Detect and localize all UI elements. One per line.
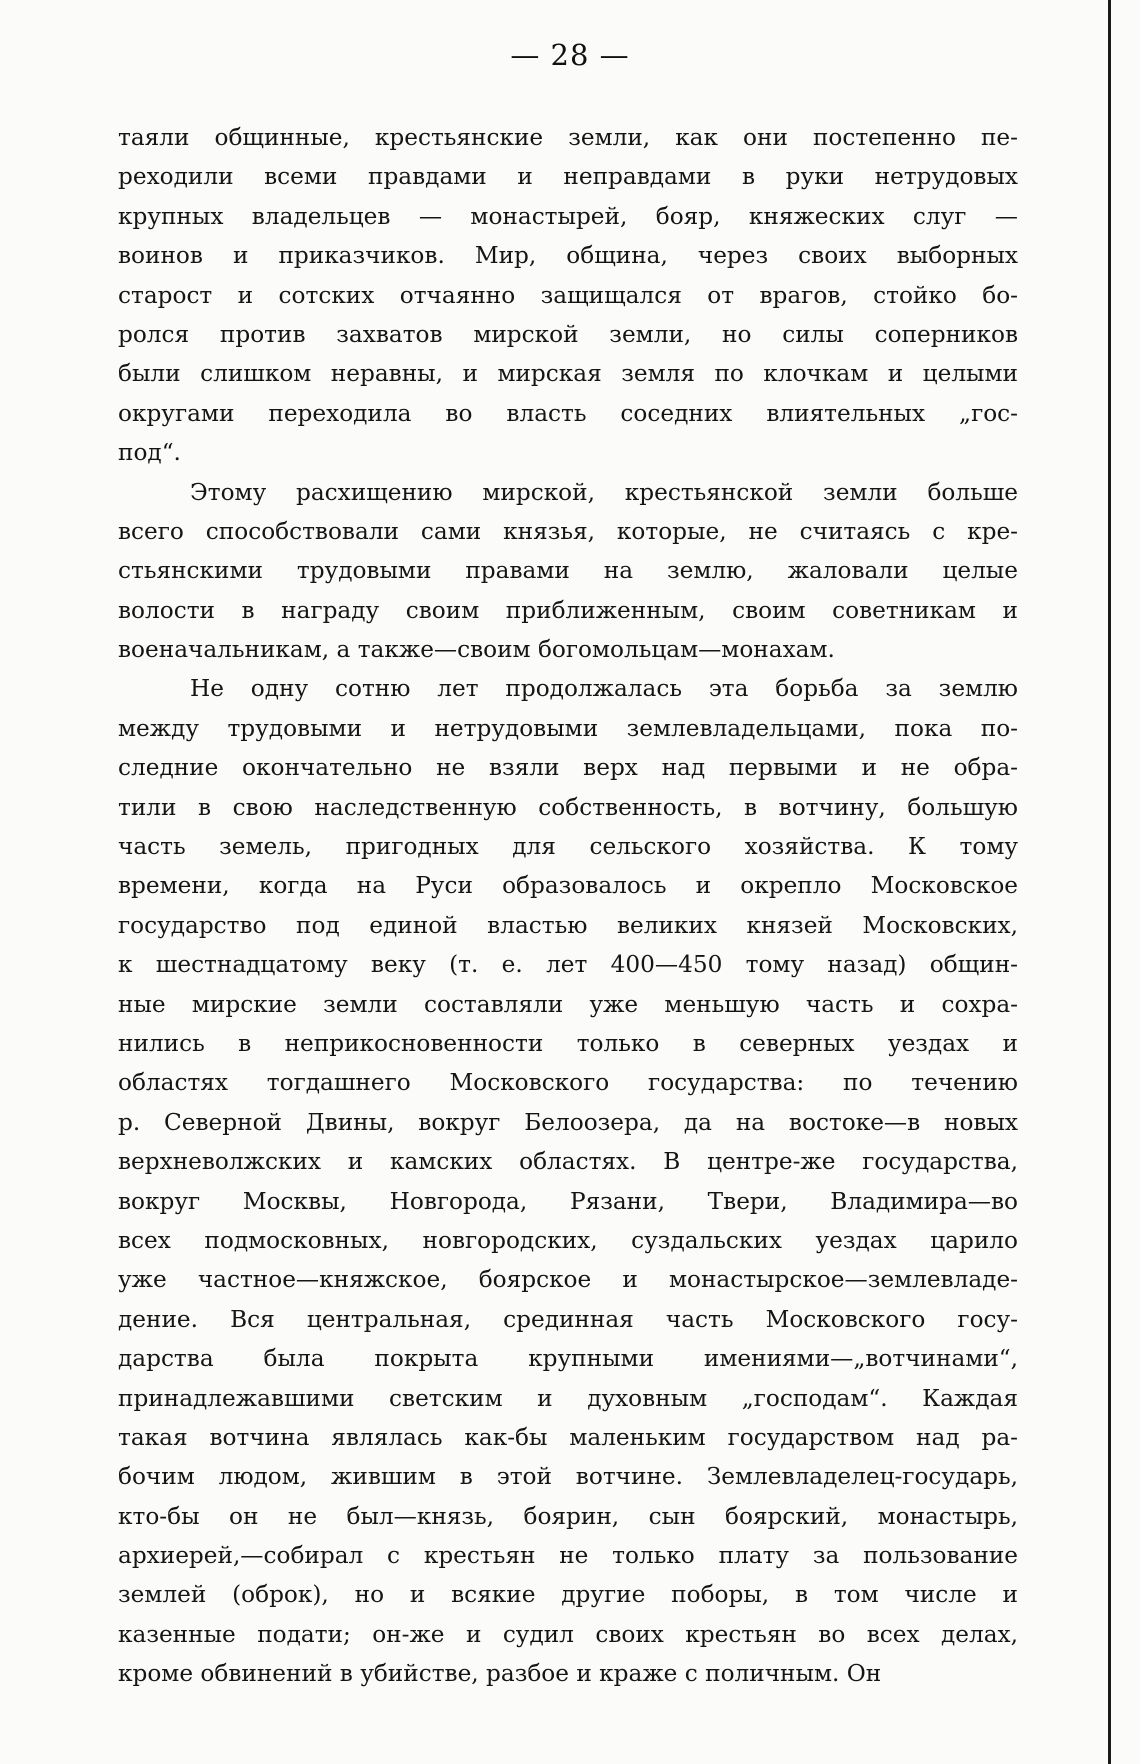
text-line: ные мирские земли составляли уже меньшую часть и сохра- <box>118 990 1018 1018</box>
page-gutter-edge <box>1108 0 1111 1764</box>
text-line: часть земель, пригодных для сельского хозяйства. К тому <box>118 833 1018 861</box>
text-line: между трудовыми и нетрудовыми землевладельцами, пока по- <box>118 714 1018 742</box>
text-line: Этому расхищению мирской, крестьянской земли больше <box>190 478 1018 506</box>
text-line: дарства была покрыта крупными имениями—„вотчинами“, <box>118 1345 1018 1373</box>
text-line: Не одну сотню лет продолжалась эта борьба за землю <box>190 675 1018 703</box>
text-line: государство под единой властью великих князей Московских, <box>118 911 1018 939</box>
text-line: всего способствовали сами князья, которые, не считаясь с кре- <box>118 517 1018 545</box>
text-line: стьянскими трудовыми правами на землю, жаловали целые <box>118 557 1018 585</box>
text-line: такая вотчина являлась как-бы маленьким государством над ра- <box>118 1423 1018 1451</box>
text-line: времени, когда на Руси образовалось и окрепло Московское <box>118 872 1018 900</box>
text-line: землей (оброк), но и всякие другие поборы, в том числе и <box>118 1581 1018 1609</box>
text-line: дение. Вся центральная, срединная часть Московского госу- <box>118 1305 1018 1333</box>
text-line: крупных владельцев — монастырей, бояр, княжеских слуг — <box>118 202 1018 230</box>
text-line: областях тогдашнего Московского государства: по течению <box>118 1069 1018 1097</box>
text-line: реходили всеми правдами и неправдами в руки нетрудовых <box>118 163 1018 191</box>
text-line: округами переходила во власть соседних влиятельных „гос- <box>118 399 1018 427</box>
text-line: волости в награду своим приближенным, своим советникам и <box>118 596 1018 624</box>
text-line: были слишком неравны, и мирская земля по клочкам и целыми <box>118 360 1018 388</box>
text-line: вокруг Москвы, Новгорода, Рязани, Твери, Владимира—во <box>118 1187 1018 1215</box>
text-line: следние окончательно не взяли верх над первыми и не обра- <box>118 754 1018 782</box>
body-text <box>118 118 1018 1694</box>
text-line: уже частное—княжское, боярское и монастырское—землевладе- <box>118 1266 1018 1294</box>
text-line: всех подмосковных, новгородских, суздальских уездах царило <box>118 1226 1018 1254</box>
text-line: ролся против захватов мирской земли, но силы соперников <box>118 320 1018 348</box>
text-line: старост и сотских отчаянно защищался от врагов, стойко бо- <box>118 281 1018 309</box>
text-line: кроме обвинений в убийстве, разбое и краже с поличным. Он <box>118 1660 882 1688</box>
text-line: нились в неприкосновенности только в северных уездах и <box>118 1029 1018 1057</box>
text-line: бочим людом, жившим в этой вотчине. Землевладелец-государь, <box>118 1463 1018 1491</box>
text-line: принадлежавшими светским и духовным „господам“. Каждая <box>118 1384 1018 1412</box>
text-line: тили в свою наследственную собственность, в вотчину, большую <box>118 793 1018 821</box>
text-line: архиерей,—собирал с крестьян не только плату за пользование <box>118 1542 1018 1570</box>
text-line: к шестнадцатому веку (т. е. лет 400—450 тому назад) общин- <box>118 951 1018 979</box>
text-line: под“. <box>118 439 181 467</box>
text-line: таяли общинные, крестьянские земли, как они постепенно пе- <box>118 124 1018 151</box>
page-number: — 28 — <box>510 38 630 72</box>
text-line: р. Северной Двины, вокруг Белоозера, да на востоке—в новых <box>118 1108 1018 1136</box>
text-line: военачальникам, а также—своим богомольцам—монахам. <box>118 636 835 664</box>
text-line: воинов и приказчиков. Мир, община, через своих выборных <box>118 242 1018 270</box>
text-line: кто-бы он не был—князь, боярин, сын боярский, монастырь, <box>118 1502 1018 1530</box>
text-line: казенные подати; он-же и судил своих крестьян во всех делах, <box>118 1620 1018 1648</box>
text-line: верхневолжских и камских областях. В центре-же государства, <box>118 1148 1018 1176</box>
